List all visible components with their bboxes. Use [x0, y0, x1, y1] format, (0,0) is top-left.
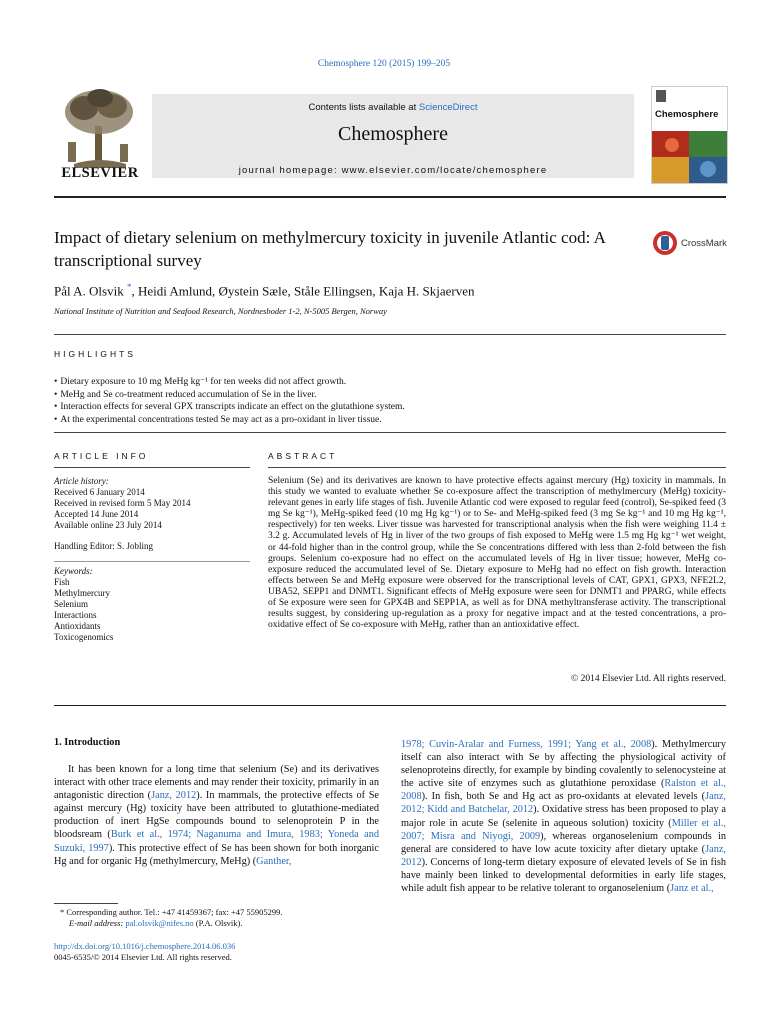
article-info-label: ARTICLE INFO	[54, 451, 149, 461]
body-text: ). This protective effect of Se has been shown for both inorganic Hg and for organic Hg (methylmercury, MeHg) (	[54, 842, 379, 867]
body-text: ). Concerns of long-term dietary exposure of elevated levels of Se in fish have mainly been linked to developmental deformities in early life stages, while adult fish appear to be relative tolerant to organoselenium (	[401, 856, 726, 895]
corresponding-mark[interactable]: *	[126, 282, 132, 292]
section-heading: 1. Introduction	[54, 737, 121, 748]
keyword-item: Methylmercury	[54, 588, 110, 598]
elsevier-logo	[54, 86, 146, 186]
body-text: ). In fish, both Se and Hg act as pro-oxidants at elevated levels (	[421, 791, 706, 803]
citation-link[interactable]: Janz et al.,	[670, 883, 714, 895]
keyword-item: Toxicogenomics	[54, 632, 114, 642]
highlight-item: • Interaction effects for several GPX transcripts indicate an effect on the glutathione system.	[54, 401, 726, 414]
abstract-text: Selenium (Se) and its derivatives are known to have protective effects against mercury (Hg) toxicity in mammals. In this study we wanted to evaluate whether Se co-exposure affect the transcription of methylmercury (MeHg) toxicity-relevant genes in early life stages of fish. Juvenile Atlantic cod were exposed to regular feed (control), Se-spiked feed (3 mg Se kg⁻¹), MeHg-spiked feed (10 mg Hg kg⁻¹) or to Se- and MeHg-spiked feed (3 mg Se kg⁻¹ and 10 mg Hg kg⁻¹, respectively) for ten weeks. Liver tissue was harvested for transcriptional analysis when the fish were weighing 11.4 ± 3.2 g. Accumulated levels of Hg in liver of the two groups of fish exposed to MeHg were 1.5 mg Hg kg⁻¹ wet weight, or 44-fold higher than in the control group, while the Se concentrations differed with less than 2-fold between the fish groups. Selenium co-exposure had no effect on the accumulated levels of Hg in liver tissue; however, MeHg co-exposure reduced the accumulated level of Se. Dietary exposure to MeHg had no effect on fish growth. Interaction effects between Se and MeHg exposure were observed for the transcriptional levels of CAT, GPX1, GPX3, NFE2L2, UBA52, SEPP1 and DNMT1. Significant effects of MeHg exposure were seen for DNMT1 and PPARG, while effects of Se exposure were seen for GPX4B and SEPP1A, as well as for DNA methyltransferase activity. The transcriptional results suggest, by considering up-regulation as a proxy for negative impact and at the tested concentrations, a pro-oxidative effect of Se co-exposure with MeHg, rather than an antioxidative effect.	[268, 476, 726, 631]
history-item: Received 6 January 2014	[54, 487, 145, 497]
citation-link[interactable]: Janz, 2012	[401, 843, 726, 868]
journal-name: Chemosphere	[338, 123, 448, 145]
citation-link[interactable]: Janz, 2012	[151, 790, 197, 802]
footnote-mark: *	[60, 907, 65, 917]
issn-line: 0045-6535/© 2014 Elsevier Ltd. All rights reserved.	[54, 952, 232, 962]
doi-link[interactable]: http://dx.doi.org/10.1016/j.chemosphere.2014.06.036	[54, 941, 236, 951]
keyword-item: Interactions	[54, 610, 97, 620]
citation-link[interactable]: Ganther,	[256, 855, 292, 867]
homepage-link[interactable]: www.elsevier.com/locate/chemosphere	[341, 165, 548, 176]
homepage-line	[152, 165, 634, 176]
abstract-rule	[268, 467, 726, 468]
authors-others: , Heidi Amlund, Øystein Sæle, Ståle Ellingsen, Kaja H. Skjaerven	[131, 283, 475, 299]
keyword-item: Selenium	[54, 599, 88, 609]
citation-link[interactable]: Ralston et al., 2008	[401, 778, 726, 803]
highlight-item: • At the experimental concentrations tested Se may act as a pro-oxidant in liver tissue.	[54, 414, 726, 427]
history-item: Received in revised form 5 May 2014	[54, 498, 191, 508]
author-corresponding[interactable]: Pål A. Olsvik	[54, 283, 124, 299]
highlights-bottom-rule	[54, 432, 726, 433]
doi-block	[54, 941, 235, 963]
header-rule	[54, 196, 726, 198]
homepage-label: journal homepage:	[238, 165, 342, 176]
email-suffix: (P.A. Olsvik).	[193, 918, 243, 928]
corresponding-author-note: Corresponding author. Tel.: +47 41459367; fax: +47 55905299.	[66, 907, 283, 917]
cover-logo-icon	[656, 90, 666, 102]
crossmark-badge[interactable]	[652, 230, 728, 258]
journal-header	[54, 86, 726, 186]
citation-link[interactable]: Burk et al., 1974; Naganuma and Imura, 1983; Yoneda and Suzuki, 1997	[54, 829, 379, 854]
article-info	[54, 476, 250, 643]
abstract-label: ABSTRACT	[268, 451, 338, 461]
cover-title: Chemosphere	[655, 109, 719, 120]
keyword-item: Fish	[54, 577, 70, 587]
contents-text: Contents lists available at	[308, 102, 419, 113]
body-text: ), whereas organoselenium compounds in general are considered to have low acute toxicity after dietary uptake (	[401, 830, 726, 855]
contents-line	[152, 102, 634, 113]
history-item: Accepted 14 June 2014	[54, 509, 139, 519]
article-info-rule	[54, 467, 250, 468]
journal-cover[interactable]	[651, 86, 728, 184]
highlights-label: HIGHLIGHTS	[54, 349, 136, 359]
citation-link[interactable]: Miller et al., 2007; Misra and Niyogi, 2009	[401, 817, 726, 842]
abstract-bottom-rule	[54, 705, 726, 706]
citation-link[interactable]: 1978; Cuvin-Aralar and Furness, 1991; Yang et al., 2008	[401, 739, 652, 750]
intro-paragraph-left	[54, 763, 379, 868]
intro-paragraph-right	[401, 738, 726, 895]
handling-editor: Handling Editor: S. Jobling	[54, 541, 153, 551]
highlights-top-rule	[54, 334, 726, 335]
body-text: ). Methylmercury itself can also interact with Se by affecting the physiological activity of selenoproteins directly, for example by binding covalently to selenocysteine at the active site of enzymes such as glutathione peroxidase (	[401, 739, 726, 790]
citation-link[interactable]: Janz, 2012; Kidd and Batchelar, 2012	[401, 791, 726, 816]
footnote	[54, 907, 390, 929]
abstract-copyright: © 2014 Elsevier Ltd. All rights reserved.	[571, 674, 726, 684]
history-label: Article history:	[54, 476, 109, 486]
highlight-item: • Dietary exposure to 10 mg MeHg kg⁻¹ for ten weeks did not affect growth.	[54, 376, 726, 389]
sciencedirect-link[interactable]: ScienceDirect	[418, 102, 478, 113]
affiliation: National Institute of Nutrition and Seafood Research, Nordnesboder 1-2, N-5005 Bergen, Norway	[54, 306, 387, 316]
history-item: Available online 23 July 2014	[54, 520, 162, 530]
journal-reference[interactable]: Chemosphere 120 (2015) 199–205	[317, 59, 451, 69]
keyword-item: Antioxidants	[54, 621, 101, 631]
footnote-rule	[54, 903, 118, 904]
intro-column-right	[401, 738, 726, 895]
email-link[interactable]: pal.olsvik@nifes.no	[125, 918, 194, 928]
publisher-name: ELSEVIER	[61, 165, 139, 181]
cover-image-icon	[652, 131, 727, 183]
body-text: ). Oxidative stress has been proposed to play a major role in acute Se (selenite in aqueous solution) toxicity (	[401, 804, 726, 829]
crossmark-icon	[652, 230, 678, 256]
author-list	[54, 282, 474, 299]
highlights-list	[54, 376, 726, 426]
crossmark-label: CrossMark	[681, 238, 727, 249]
email-label: E-mail address:	[69, 918, 124, 928]
article-title: Impact of dietary selenium on methylmercury toxicity in juvenile Atlantic cod: A transcriptional survey	[54, 228, 605, 270]
highlight-item: • MeHg and Se co-treatment reduced accumulation of Se in the liver.	[54, 389, 726, 402]
body-text: ). In mammals, the protective effects of Se against mercury (Hg) toxicity have been attributed to glutathione-mediated production of inert HgSe compounds bound to selenoprotein P in the bloodsream (	[54, 790, 379, 841]
journal-banner	[152, 94, 634, 178]
keywords-label: Keywords:	[54, 566, 93, 576]
body-text: It has been known for a long time that selenium (Se) and its derivatives interact with other trace elements and may render their toxicity, primarily in an antagonistic direction (	[54, 764, 379, 802]
intro-column-left	[54, 763, 379, 868]
